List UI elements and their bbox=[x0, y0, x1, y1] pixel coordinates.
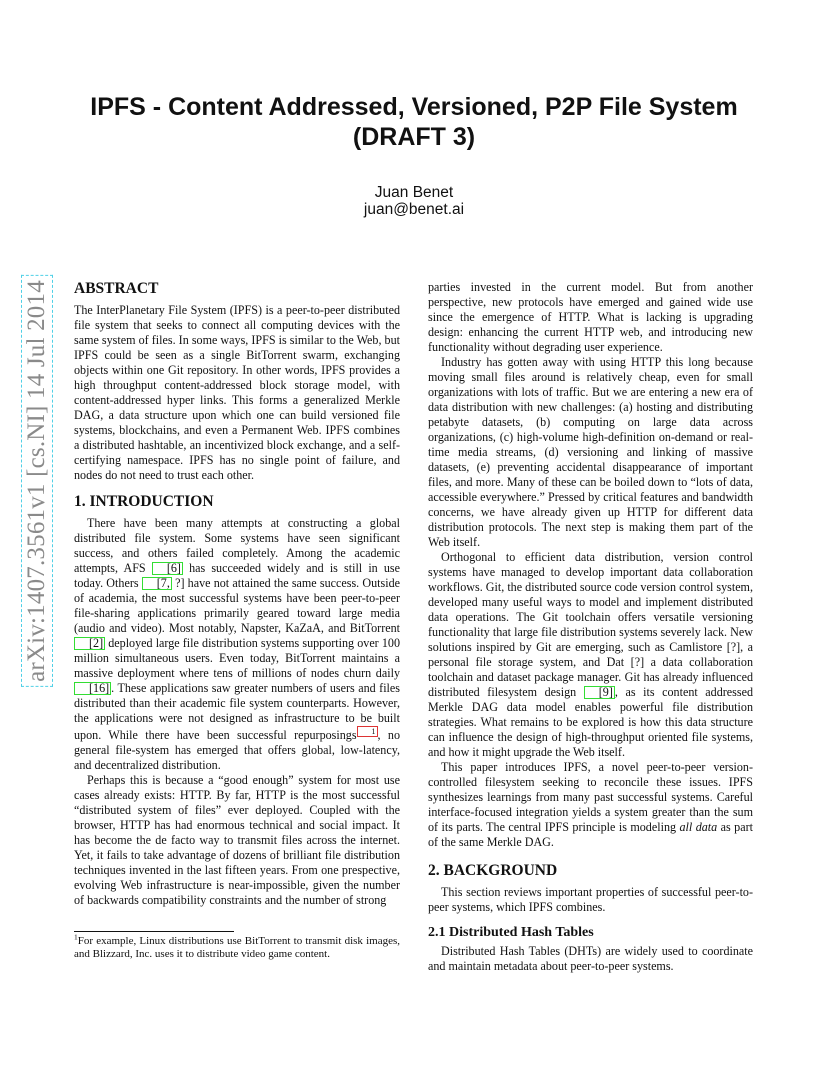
footnote-text: For example, Linux distributions use BitTorrent to transmit disk images, and Blizzard, Inc. uses it to distribute video game content. bbox=[74, 935, 400, 960]
right-paragraph-2: Industry has gotten away with using HTTP this long because moving small files around is relatively cheap, even for small organizations with lots of traffic. But we are entering a new era of data distribution with new challenges: (a) hosting and distributing petabyte datasets, (b) computing on large data across organizations, (c) high-volume high-definition on-demand or real-time media streams, (d) versioning and linking of massive datasets, (e) preventing accidental disappearance of important files, and more. Many of these can be boiled down to “lots of data, accessible everywhere.” Pressed by critical features and bandwidth concerns, we have already given up HTTP for different data distribution protocols. The next step is making them part of the Web itself. bbox=[428, 355, 753, 549]
author-email: juan@benet.ai bbox=[363, 201, 465, 218]
citation-camlistore: [?] bbox=[726, 640, 741, 654]
dht-heading: 2.1 Distributed Hash Tables bbox=[428, 925, 594, 940]
right-paragraph-3: Orthogonal to efficient data distribution, version control systems have managed to develop important data collaboration workflows. Git, the distributed source code version control system, developed many useful ways to model and implement distributed data operations. The Git toolchain offers versatile versioning functionality that large file distribution systems severely lack. New solutions inspired by Git are emerging, such as Camlistore [?], a personal file storage system, and Dat [?] a data collaboration toolchain and dataset package manager. Git has already influenced distributed filesystem design [9] , as its content addressed Merkle DAG data model enables powerful file distribution strategies. What remains to be explored is how this data structure can influence the design of high-throughput oriented file systems, and how it might upgrade the Web itself. bbox=[428, 550, 754, 759]
arxiv-identifier[interactable]: arXiv:1407.3561v1 [cs.NI] 14 Jul 2014 bbox=[21, 275, 53, 687]
citation-git[interactable]: [9] bbox=[584, 686, 615, 699]
intro-paragraph-2: Perhaps this is because a “good enough” system for most use cases already exists: HTTP. By far, HTTP is the most successful “distributed system of files” ever deployed. Coupled with the browser, HTTP has had enormous technical and social impact. It has become the de facto way to transmit files across the internet. Yet, it fails to take advantage of dozens of brilliant file distribution techniques invented in the last fifteen years. From one prespective, evolving Web infrastructure is near-impossible, given the number of backwards compatibility constraints and the number of strong bbox=[74, 773, 400, 908]
citation-unknown: ?] bbox=[175, 576, 185, 590]
author-name: Juan Benet bbox=[374, 184, 454, 201]
author-block bbox=[200, 184, 628, 218]
footnote-mark: 1 bbox=[74, 932, 78, 942]
left-column bbox=[74, 280, 400, 908]
right-paragraph-1: parties invested in the current model. But from another perspective, new protocols have emerged and gained wide use since the emergence of HTTP. What is lacking is upgrading design: enhancing the current HTTP web, and introducing new functionality without degrading user experience. bbox=[428, 280, 753, 354]
citation-churn[interactable]: [16] bbox=[74, 682, 111, 695]
right-column bbox=[428, 280, 753, 974]
citation-others[interactable]: [7, bbox=[142, 577, 172, 590]
introduction-heading: 1. INTRODUCTION bbox=[74, 493, 214, 510]
abstract-text: The InterPlanetary File System (IPFS) is a peer-to-peer distributed file system that seeks to connect all computing devices with the same system of files. In some ways, IPFS is similar to the Web, but IPFS could be seen as a single BitTorrent swarm, exchanging objects within one Git repository. In other words, IPFS provides a high throughput content-addressed block storage model, with content-addressed hyper links. This forms a generalized Merkle DAG, a data structure upon which one can build versioned file systems, blockchains, and even a Permanent Web. IPFS combines a distributed hashtable, an incentivized block exchange, and a self-certifying namespace. IPFS has no single point of failure, and nodes do not need to trust each other. bbox=[74, 303, 400, 482]
citation-bittorrent[interactable]: [2] bbox=[74, 637, 105, 650]
arxiv-stamp bbox=[18, 0, 56, 1072]
footnote-reference[interactable]: 1 bbox=[357, 726, 378, 737]
intro-paragraph-1: There have been many attempts at constructing a global distributed file system. Some systems have seen significant success, and others failed completely. Among the academic attempts, AFS [6] has succeeded widely and is still in use today. Others [7, ?] have not attained the same success. Outside of academia, the most successful systems have been peer-to-peer file-sharing applications primarily geared toward large media (audio and video). Most notably, Napster, KaZaA, and BitTorrent [2] deployed large file distribution systems supporting over 100 million simultaneous users. Even today, BitTorrent maintains a massive deployment where tens of millions of nodes churn daily [16] . These applications saw greater numbers of users and files distributed than their academic file system counterparts. However, the applications were not designed as infrastructure to be built upon. While there have been successful repurposings 1 , no general file-system has emerged that offers global, low-latency, and decentralized distribution. bbox=[74, 516, 400, 773]
abstract-heading: ABSTRACT bbox=[74, 280, 159, 297]
background-text: This section reviews important properties of successful peer-to-peer systems, which IPFS combines. bbox=[428, 885, 753, 914]
citation-afs[interactable]: [6] bbox=[152, 562, 183, 575]
citation-dat: [?] bbox=[630, 655, 645, 669]
dht-text: Distributed Hash Tables (DHTs) are widely used to coordinate and maintain metadata about peer-to-peer systems. bbox=[428, 944, 753, 973]
paper-title: IPFS - Content Addressed, Versioned, P2P File System (DRAFT 3) bbox=[90, 93, 738, 151]
right-paragraph-4: This paper introduces IPFS, a novel peer-to-peer version-controlled filesystem seeking to reconcile these issues. IPFS synthesizes learnings from many past successful systems. Careful interface-focused integration yields a system greater than the sum of its parts. The central IPFS principle is modeling all data as part of the same Merkle DAG. bbox=[428, 760, 753, 849]
background-heading: 2. BACKGROUND bbox=[428, 862, 558, 879]
footnote bbox=[74, 931, 400, 961]
footnote-rule bbox=[74, 931, 234, 932]
